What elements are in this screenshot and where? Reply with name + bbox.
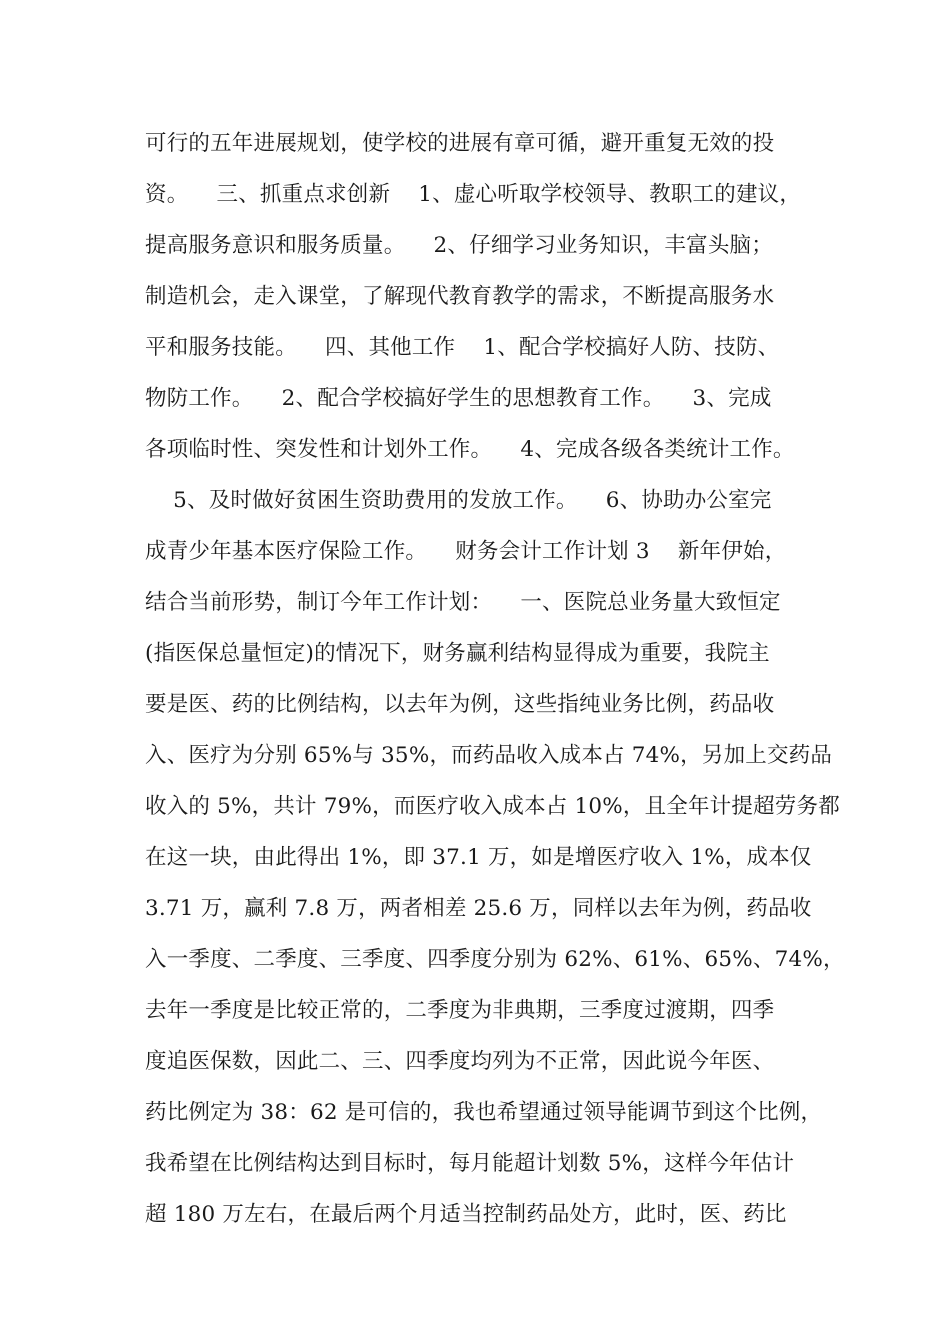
text-line: 成青少年基本医疗保险工作。 财务会计工作计划 3 新年伊始， (145, 539, 787, 564)
text-line: 超 180 万左右，在最后两个月适当控制药品处方，此时，医、药比 (145, 1202, 787, 1227)
text-line: 制造机会，走入课堂，了解现代教育教学的需求，不断提高服务水 (145, 284, 775, 309)
text-line: 可行的五年进展规划，使学校的进展有章可循，避开重复无效的投 (145, 131, 775, 156)
text-line: 平和服务技能。 四、其他工作 1、配合学校搞好人防、技防、 (145, 335, 780, 360)
text-line: 3.71 万，赢利 7.8 万，两者相差 25.6 万，同样以去年为例，药品收 (145, 896, 812, 921)
text-line: 在这一块，由此得出 1%，即 37.1 万，如是增医疗收入 1%，成本仅 (145, 845, 812, 870)
text-line: 各项临时性、突发性和计划外工作。 4、完成各级各类统计工作。 (145, 437, 795, 462)
text-line: 药比例定为 38：62 是可信的，我也希望通过领导能调节到这个比例， (145, 1100, 823, 1125)
text-line: (指医保总量恒定)的情况下，财务赢利结构显得成为重要，我院主 (145, 641, 770, 666)
text-line: 入、医疗为分别 65%与 35%，而药品收入成本占 74%，另加上交药品 (145, 743, 833, 768)
text-line: 提高服务意识和服务质量。 2、仔细学习业务知识，丰富头脑； (145, 233, 773, 258)
text-line: 5、及时做好贫困生资助费用的发放工作。 6、协助办公室完 (145, 488, 772, 513)
text-line: 收入的 5%，共计 79%，而医疗收入成本占 10%，且全年计提超劳务都 (145, 794, 840, 819)
text-line: 结合当前形势，制订今年工作计划： 一、医院总业务量大致恒定 (145, 590, 781, 615)
text-line: 资。 三、抓重点求创新 1、虚心听取学校领导、教职工的建议， (145, 182, 802, 207)
text-line: 度追医保数，因此二、三、四季度均列为不正常，因此说今年医、 (145, 1049, 775, 1074)
text-line: 要是医、药的比例结构，以去年为例，这些指纯业务比例，药品收 (145, 692, 775, 717)
text-line: 入一季度、二季度、三季度、四季度分别为 62%、61%、65%、74%， (145, 947, 845, 972)
text-line: 我希望在比例结构达到目标时，每月能超计划数 5%，这样今年估计 (145, 1151, 795, 1176)
text-line: 物防工作。 2、配合学校搞好学生的思想教育工作。 3、完成 (145, 386, 772, 411)
text-line: 去年一季度是比较正常的，二季度为非典期，三季度过渡期，四季 (145, 998, 775, 1023)
